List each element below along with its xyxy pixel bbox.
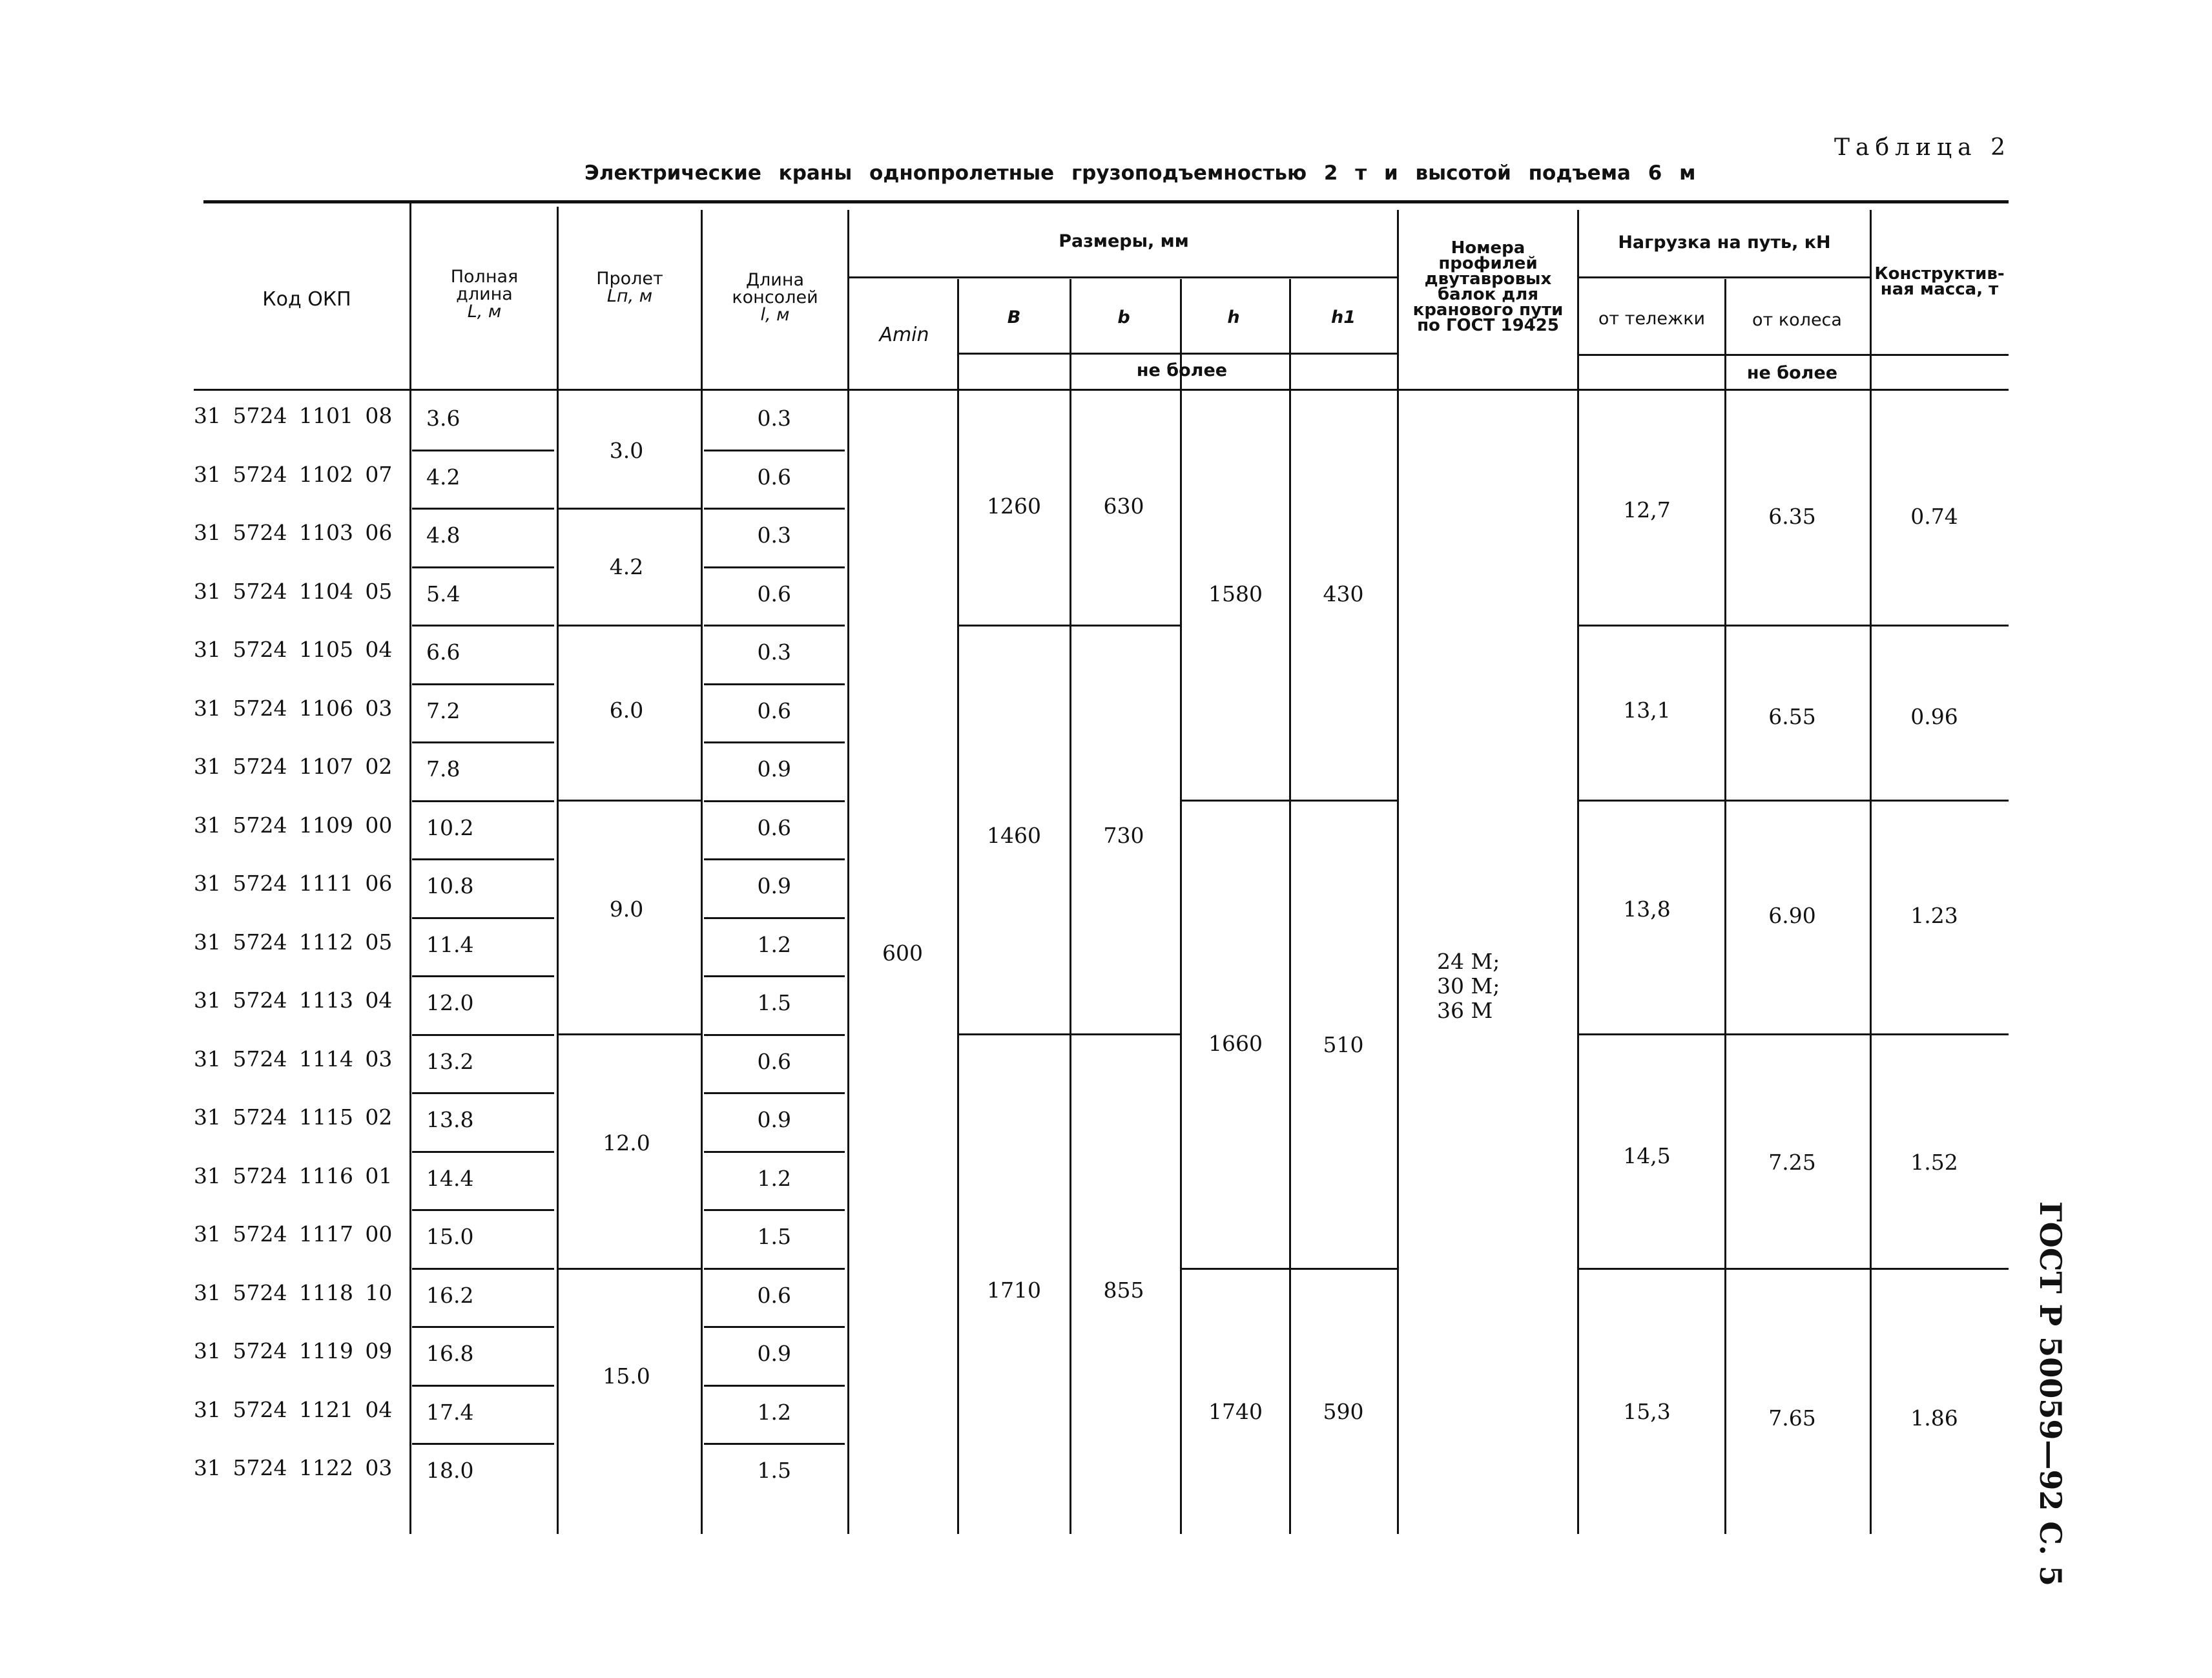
length-value: 5.4 xyxy=(426,581,460,606)
header-a-min: Amin xyxy=(879,324,929,346)
header-h1: h1 xyxy=(1330,307,1356,327)
length-value: 13.2 xyxy=(426,1049,474,1074)
row-rule-length xyxy=(412,858,554,860)
row-rule-length xyxy=(412,1385,554,1387)
header-h: h xyxy=(1227,307,1240,327)
col-divider xyxy=(847,210,849,1534)
B-value: 1710 xyxy=(987,1278,1041,1303)
mass-value: 0.74 xyxy=(1910,504,1958,529)
console-value: 1.2 xyxy=(757,1166,791,1191)
console-value: 0.6 xyxy=(757,815,791,840)
length-value: 4.8 xyxy=(426,523,460,548)
okp-code: 31 5724 1102 07 xyxy=(194,462,393,487)
header-length: Полная длина L, м xyxy=(450,267,519,322)
okp-code: 31 5724 1114 03 xyxy=(194,1046,393,1072)
row-rule-length xyxy=(412,683,554,685)
length-value: 14.4 xyxy=(426,1166,474,1191)
okp-code: 31 5724 1112 05 xyxy=(194,929,393,955)
col-divider xyxy=(557,207,559,1534)
console-value: 1.5 xyxy=(757,990,791,1015)
console-value: 0.3 xyxy=(757,639,791,665)
okp-code: 31 5724 1118 10 xyxy=(194,1280,393,1305)
console-value: 1.5 xyxy=(757,1224,791,1249)
okp-code: 31 5724 1119 09 xyxy=(194,1338,393,1363)
load-trolley-value: 12,7 xyxy=(1623,497,1671,523)
header-console: Длина консолей l, м xyxy=(732,270,818,325)
row-rule-console xyxy=(704,683,845,685)
header-mass: Конструктив- ная масса, т xyxy=(1874,264,2005,299)
span-rule xyxy=(557,1033,701,1035)
load-wheel-value: 6.35 xyxy=(1768,504,1816,529)
span-value: 15.0 xyxy=(603,1363,650,1389)
console-value: 1.2 xyxy=(757,1400,791,1425)
mass-value: 0.96 xyxy=(1910,704,1958,729)
col-divider xyxy=(1180,279,1182,1534)
okp-code: 31 5724 1111 06 xyxy=(194,871,393,896)
header-no-more-load: не более xyxy=(1746,363,1838,383)
b-value: 630 xyxy=(1103,493,1144,519)
a-min-value: 600 xyxy=(882,940,923,966)
okp-code: 31 5724 1122 03 xyxy=(194,1455,393,1480)
col-divider xyxy=(1577,210,1579,1534)
span-value: 12.0 xyxy=(603,1130,650,1155)
row-rule-console xyxy=(704,741,845,743)
header-load: Нагрузка на путь, кН xyxy=(1618,233,1831,253)
col-divider xyxy=(1870,210,1872,1534)
col-divider xyxy=(957,279,959,1534)
okp-code: 31 5724 1121 04 xyxy=(194,1397,393,1422)
row-rule-console xyxy=(704,975,845,977)
length-value: 6.6 xyxy=(426,639,460,665)
mass-value: 1.86 xyxy=(1910,1405,1958,1431)
row-rule-console xyxy=(704,800,845,802)
length-value: 17.4 xyxy=(426,1400,474,1425)
h1-value: 590 xyxy=(1323,1399,1364,1424)
load-trolley-value: 15,3 xyxy=(1623,1399,1671,1424)
row-rule-console xyxy=(704,917,845,919)
row-rule-console xyxy=(704,1151,845,1153)
col-divider xyxy=(1070,279,1071,1534)
h-value: 1580 xyxy=(1208,581,1263,606)
row-rule-length xyxy=(412,917,554,919)
span-value: 4.2 xyxy=(609,554,644,579)
load-wheel-value: 6.55 xyxy=(1768,704,1816,729)
length-value: 12.0 xyxy=(426,990,474,1015)
span-rule xyxy=(557,800,701,802)
okp-code: 31 5724 1106 03 xyxy=(194,696,393,721)
okp-code: 31 5724 1113 04 xyxy=(194,988,393,1013)
row-rule-length xyxy=(412,1443,554,1445)
length-value: 13.8 xyxy=(426,1107,474,1132)
okp-code: 31 5724 1115 02 xyxy=(194,1104,393,1130)
b-group-rule xyxy=(957,1033,1180,1035)
console-value: 0.6 xyxy=(757,581,791,606)
okp-code: 31 5724 1104 05 xyxy=(194,579,393,604)
b-value: 730 xyxy=(1103,823,1144,848)
console-value: 0.9 xyxy=(757,1107,791,1132)
row-rule-length xyxy=(412,800,554,802)
col-divider xyxy=(1724,279,1726,1534)
console-value: 1.2 xyxy=(757,932,791,957)
row-rule-console xyxy=(704,566,845,568)
side-document-code: ГОСТ Р 50059—92 С. 5 xyxy=(2033,1201,2068,1587)
header-bottom-rule xyxy=(194,389,2009,391)
row-rule-console xyxy=(704,1443,845,1445)
b-value: 855 xyxy=(1103,1278,1144,1303)
console-value: 0.3 xyxy=(757,406,791,431)
col-divider xyxy=(1397,210,1399,1534)
header-b: b xyxy=(1117,307,1130,327)
okp-code: 31 5724 1117 00 xyxy=(194,1221,393,1247)
row-rule-length xyxy=(412,1092,554,1094)
col-divider xyxy=(1289,279,1291,1534)
h-group-rule xyxy=(1180,1268,1397,1270)
length-value: 10.8 xyxy=(426,873,474,898)
length-value: 18.0 xyxy=(426,1458,474,1483)
load-wheel-value: 6.90 xyxy=(1768,903,1816,928)
length-value: 10.2 xyxy=(426,815,474,840)
row-rule-console xyxy=(704,1326,845,1328)
table-top-rule xyxy=(203,200,2009,203)
okp-code: 31 5724 1103 06 xyxy=(194,520,393,545)
span-value: 3.0 xyxy=(609,438,644,463)
row-rule-length xyxy=(412,508,554,510)
length-value: 11.4 xyxy=(426,932,474,957)
row-rule-length xyxy=(412,741,554,743)
b-group-rule xyxy=(957,625,1180,627)
span-rule xyxy=(557,508,701,510)
okp-code: 31 5724 1107 02 xyxy=(194,754,393,779)
h1-value: 430 xyxy=(1323,581,1364,606)
row-rule-console xyxy=(704,1268,845,1270)
mass-value: 1.23 xyxy=(1910,903,1958,928)
h-group-rule xyxy=(1180,800,1397,802)
row-rule-length xyxy=(412,450,554,451)
col-divider xyxy=(409,203,411,1534)
console-value: 1.5 xyxy=(757,1458,791,1483)
console-value: 0.6 xyxy=(757,464,791,490)
span-rule xyxy=(557,1268,701,1270)
header-B: B xyxy=(1007,307,1021,327)
row-rule-console xyxy=(704,1385,845,1387)
B-value: 1460 xyxy=(987,823,1041,848)
load-trolley-value: 14,5 xyxy=(1623,1143,1671,1168)
B-value: 1260 xyxy=(987,493,1041,519)
header-no-more-dimensions: не более xyxy=(1136,360,1228,380)
header-rule xyxy=(847,276,1397,278)
table-label: Таблица 2 xyxy=(1834,134,2011,161)
console-value: 0.6 xyxy=(757,1283,791,1308)
row-rule-console xyxy=(704,450,845,451)
header-dimensions: Размеры, мм xyxy=(1059,231,1189,251)
row-rule-console xyxy=(704,1092,845,1094)
length-value: 15.0 xyxy=(426,1224,474,1249)
load-group-rule xyxy=(1577,1268,2009,1270)
length-value: 7.8 xyxy=(426,756,460,782)
console-value: 0.3 xyxy=(757,523,791,548)
h1-value: 510 xyxy=(1323,1032,1364,1057)
okp-code: 31 5724 1101 08 xyxy=(194,403,393,428)
row-rule-console xyxy=(704,1209,845,1211)
okp-code: 31 5724 1109 00 xyxy=(194,813,393,838)
span-value: 9.0 xyxy=(609,896,644,922)
load-trolley-value: 13,1 xyxy=(1623,698,1671,723)
profiles-value: 24 М; 30 М; 36 М xyxy=(1437,949,1500,1023)
header-rule xyxy=(1870,354,2009,356)
console-value: 0.6 xyxy=(757,1049,791,1074)
col-divider xyxy=(701,210,703,1534)
row-rule-console xyxy=(704,858,845,860)
row-rule-length xyxy=(412,975,554,977)
load-trolley-value: 13,8 xyxy=(1623,896,1671,922)
span-value: 6.0 xyxy=(609,698,644,723)
console-value: 0.6 xyxy=(757,698,791,723)
row-rule-length xyxy=(412,1268,554,1270)
header-rule xyxy=(957,353,1397,355)
row-rule-length xyxy=(412,1151,554,1153)
load-group-rule xyxy=(1577,800,2009,802)
length-value: 3.6 xyxy=(426,406,460,431)
load-group-rule xyxy=(1577,1033,2009,1035)
length-value: 16.2 xyxy=(426,1283,474,1308)
h-value: 1740 xyxy=(1208,1399,1263,1424)
header-span: Пролет Lп, м xyxy=(596,269,663,306)
console-value: 0.9 xyxy=(757,756,791,782)
row-rule-console xyxy=(704,508,845,510)
load-wheel-value: 7.25 xyxy=(1768,1150,1816,1175)
header-from-trolley: от тележки xyxy=(1598,309,1706,329)
mass-value: 1.52 xyxy=(1910,1150,1958,1175)
length-value: 7.2 xyxy=(426,698,460,723)
console-value: 0.9 xyxy=(757,873,791,898)
length-value: 4.2 xyxy=(426,464,460,490)
row-rule-length xyxy=(412,1209,554,1211)
okp-code: 31 5724 1105 04 xyxy=(194,637,393,662)
length-value: 16.8 xyxy=(426,1341,474,1366)
load-group-rule xyxy=(1577,625,2009,627)
row-rule-length xyxy=(412,566,554,568)
row-rule-console xyxy=(704,1034,845,1036)
console-value: 0.9 xyxy=(757,1341,791,1366)
load-wheel-value: 7.65 xyxy=(1768,1405,1816,1431)
header-profiles: Номера профилей двутавровых балок для кранового пути по ГОСТ 19425 xyxy=(1412,238,1564,335)
okp-code: 31 5724 1116 01 xyxy=(194,1163,393,1188)
row-rule-length xyxy=(412,625,554,627)
row-rule-console xyxy=(704,625,845,627)
h-value: 1660 xyxy=(1208,1031,1263,1056)
header-from-wheel: от колеса xyxy=(1752,310,1842,330)
row-rule-length xyxy=(412,1326,554,1328)
table-title: Электрические краны однопролетные грузоподъемностью 2 т и высотой подъема 6 м xyxy=(584,161,1696,185)
header-rule xyxy=(1577,276,1870,278)
span-rule xyxy=(557,625,701,627)
header-code: Код ОКП xyxy=(262,288,351,311)
row-rule-length xyxy=(412,1034,554,1036)
